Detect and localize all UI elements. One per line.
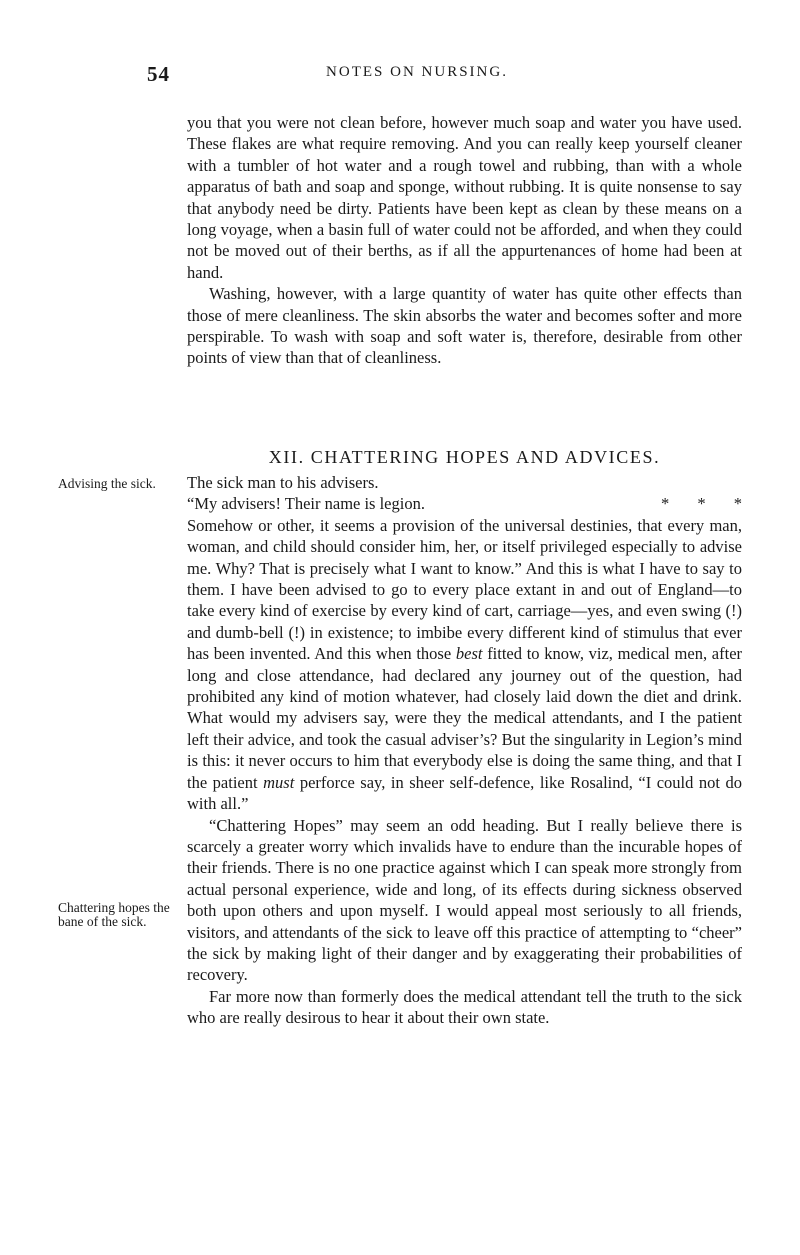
ellipsis-stars: * * * [661, 494, 742, 514]
quote-line [187, 493, 742, 514]
margin-note-chattering: Chattering hopes the bane of the sick. [58, 900, 170, 929]
paragraph: Far more now than formerly does the medical attendant tell the truth to the sick who are really desirous to hear it about their own state. [187, 986, 742, 1028]
paragraph-text: fitted to know, viz, medical men, after long and close attendance, had declared any journey out of the question, had prohibited any kind of motion whatever, had closely laid down the diet and drink. What would my advisers say, were they the medical attendants, and I the patient left their advice, and took the casual adviser’s? But the singularity in Legion’s mind is this: it never occurs to him that everybody else is doing the same thing, and that I the patient [187, 644, 743, 792]
paragraph: Washing, however, with a large quantity of water has quite other effects than those of mere cleanliness. The skin absorbs the water and becomes softer and more perspirable. To wash with soap and soft water is, therefore, desirable from other points of view than that of cleanliness. [187, 284, 742, 368]
paragraph [187, 515, 742, 815]
emphasis: must [263, 772, 295, 792]
section-text [187, 472, 742, 1029]
margin-note-advising: Advising the sick. [58, 476, 156, 491]
page-number: 54 [147, 62, 170, 86]
paragraph: “Chattering Hopes” may seem an odd heading. But I really believe there is scarcely a greater worry which invalids have to endure than the incurable hopes of their friends. There is no one practice against which I can speak more strongly from actual personal experience, wide and long, of its effects during sickness observed both upon others and upon myself. I would appeal most seriously to all friends, visitors, and attendants of the sick to leave off this practice of attempting to “cheer” the sick by making light of their danger and by exaggerating their probabilities of recovery. [187, 815, 742, 985]
paragraph-text: Somehow or other, it seems a provision of the universal destinies, that every man, woman, and child should consider him, her, or itself privileged especially to advise me. Why? That is precisely what I want to know.” And this is what I have to say to them. I have been advised to go to every place extant in and out of England—to take every kind of exercise by every kind of cart, carriage—yes, and even swing (!) and dumb-bell (!) in existence; to imbibe every different kind of stimulus that ever has been invented. And this when those [187, 515, 742, 664]
section-heading: XII. CHATTERING HOPES AND ADVICES. [268, 447, 661, 467]
continued-text [187, 112, 742, 369]
intro-line: The sick man to his advisers. [187, 473, 379, 492]
emphasis: best [455, 644, 483, 664]
quote-text: “My advisers! Their name is legion. [187, 494, 425, 514]
paragraph-text: perforce say, in sheer self-defence, like Rosalind, “I could not do with all.” [187, 772, 743, 814]
page-header [147, 62, 747, 86]
paragraph: you that you were not clean before, however much soap and water you have used. These flakes are what require removing. And you can really keep yourself cleaner with a tumbler of hot water and a rough towel and rubbing, than with a whole apparatus of bath and soap and sponge, without rubbing. It is quite nonsense to say that anybody need be dirty. Patients have been kept as clean by these means on a long voyage, when a basin full of water could not be afforded, and when they could not be moved out of their berths, as if all the appurtenances of home had been at hand. [187, 113, 742, 282]
running-title: NOTES ON NURSING. [326, 64, 508, 80]
